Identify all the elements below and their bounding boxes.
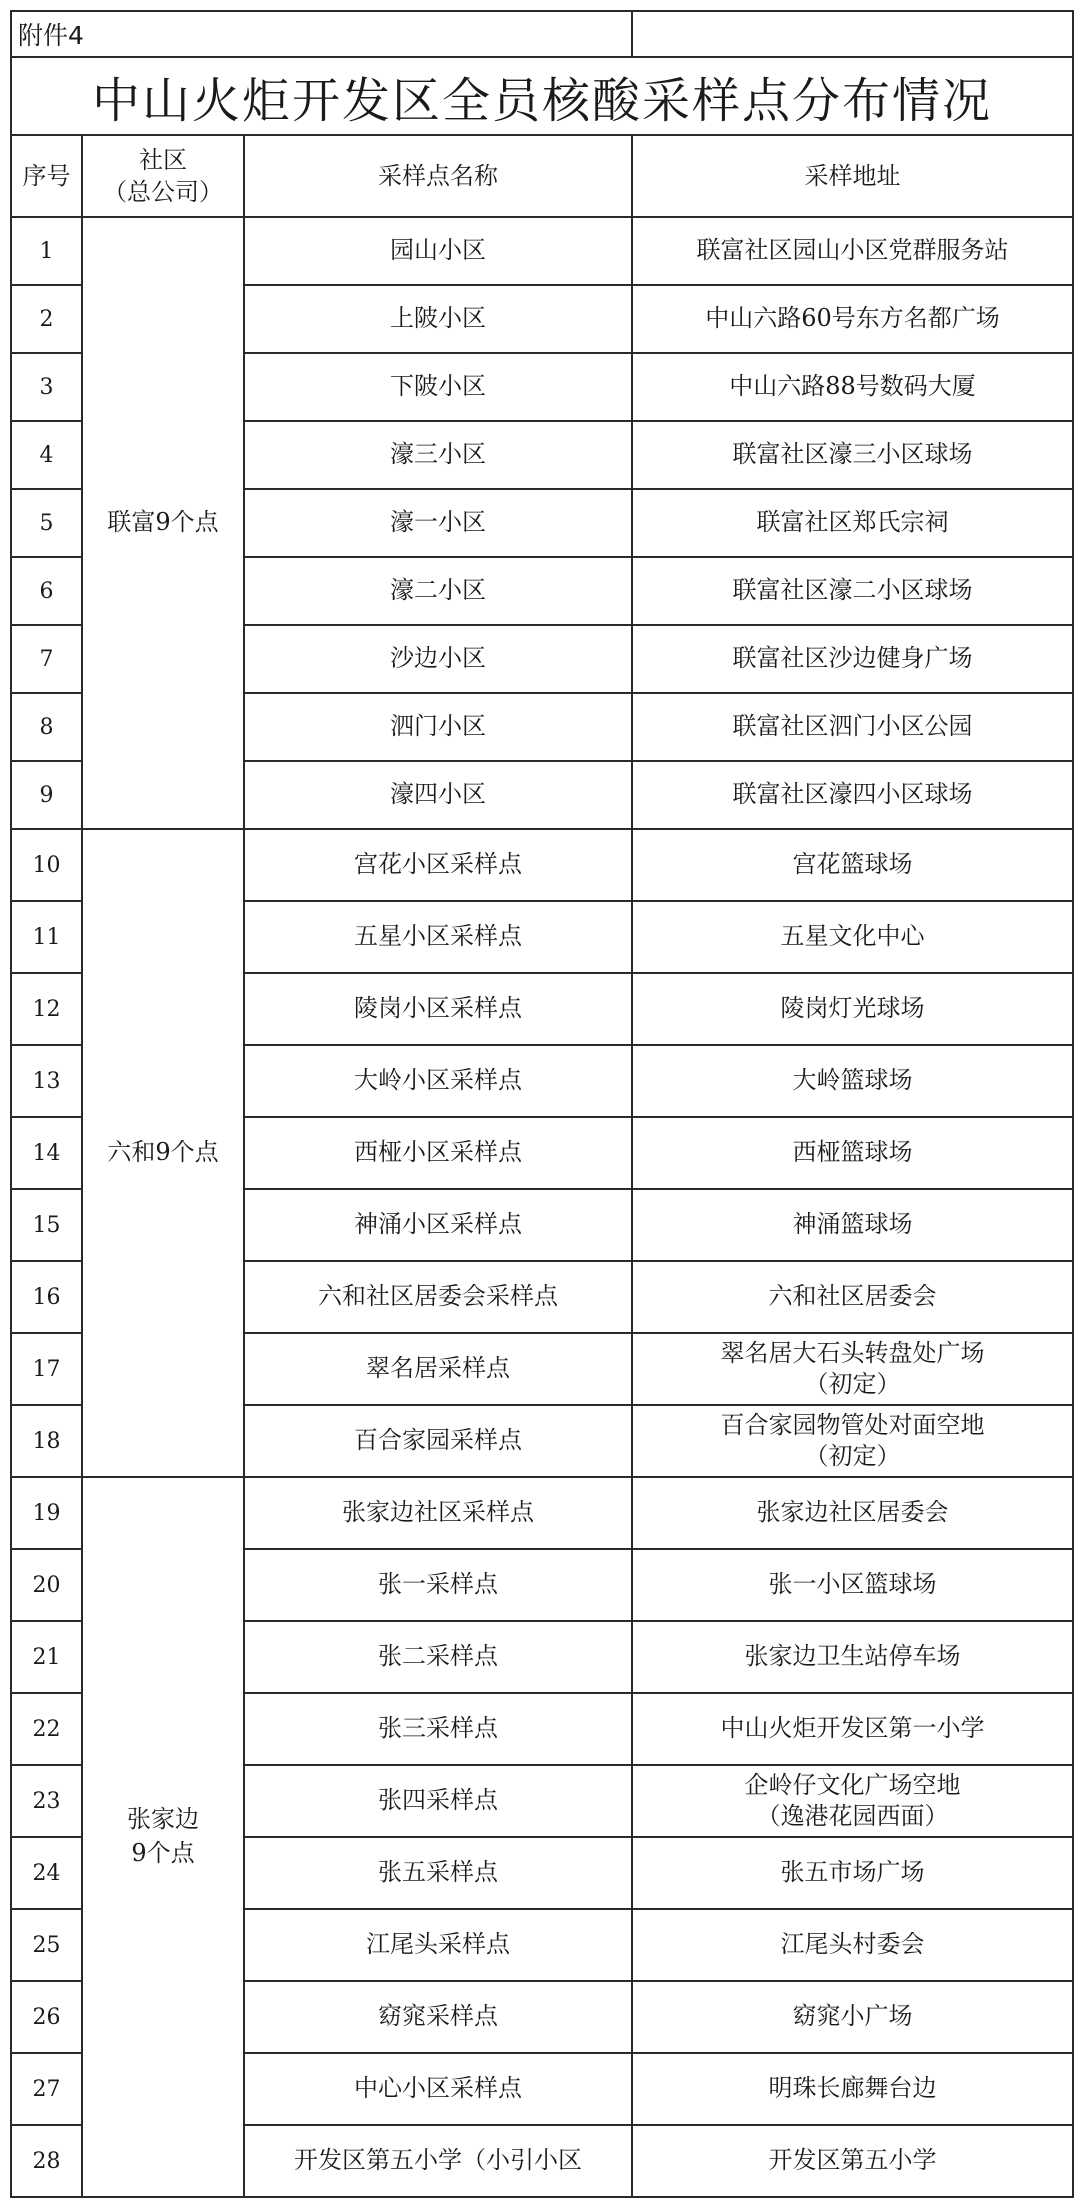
table-body — [11, 217, 1073, 2197]
site-name: 西桠小区采样点 — [244, 1117, 632, 1189]
community-label: 六和9个点 — [107, 1138, 219, 1167]
annex-row — [11, 11, 1073, 57]
row-number: 10 — [11, 829, 82, 901]
site-address — [632, 1261, 1073, 1333]
site-address — [632, 1837, 1073, 1909]
site-name: 濠三小区 — [244, 421, 632, 489]
community-cell — [82, 217, 244, 829]
site-address — [632, 1477, 1073, 1549]
row-number: 2 — [11, 285, 82, 353]
site-name: 百合家园采样点 — [244, 1405, 632, 1477]
site-address-line1: 联富社区濠三小区球场 — [732, 440, 973, 469]
site-name: 江尾头采样点 — [244, 1909, 632, 1981]
site-address-line1: 张五市场广场 — [780, 1858, 925, 1887]
site-address-line1: 窈窕小广场 — [792, 2002, 913, 2031]
row-number: 19 — [11, 1477, 82, 1549]
row-number: 7 — [11, 625, 82, 693]
header-site-address: 采样地址 — [632, 135, 1073, 217]
site-name: 张一采样点 — [244, 1549, 632, 1621]
site-name: 沙边小区 — [244, 625, 632, 693]
site-address-line2: （初定） — [804, 1370, 901, 1398]
row-number: 14 — [11, 1117, 82, 1189]
header-community-line1: 社区 — [139, 145, 187, 174]
site-address-line1: 陵岗灯光球场 — [780, 994, 925, 1023]
site-address-line1: 张家边卫生站停车场 — [744, 1642, 961, 1671]
site-name: 张四采样点 — [244, 1765, 632, 1837]
site-address-line1: 联富社区濠二小区球场 — [732, 576, 973, 605]
site-address — [632, 1765, 1073, 1837]
site-address — [632, 973, 1073, 1045]
row-number: 3 — [11, 353, 82, 421]
community-label: 联富9个点 — [107, 508, 219, 537]
site-address — [632, 353, 1073, 421]
site-address — [632, 1909, 1073, 1981]
site-address-line1: 六和社区居委会 — [768, 1282, 937, 1311]
site-address — [632, 557, 1073, 625]
row-number: 17 — [11, 1333, 82, 1405]
site-address-line1: 百合家园物管处对面空地 — [720, 1410, 985, 1439]
site-address-line1: 张一小区篮球场 — [768, 1570, 937, 1599]
row-number: 5 — [11, 489, 82, 557]
row-number: 9 — [11, 761, 82, 829]
row-number: 4 — [11, 421, 82, 489]
site-address — [632, 761, 1073, 829]
site-address-line1: 中山六路60号东方名都广场 — [705, 304, 1000, 333]
site-address-line1: 五星文化中心 — [780, 922, 925, 951]
site-address — [632, 1549, 1073, 1621]
site-address-line1: 大岭篮球场 — [792, 1066, 913, 1095]
row-number: 18 — [11, 1405, 82, 1477]
table-row — [11, 1477, 1073, 1549]
row-number: 27 — [11, 2053, 82, 2125]
site-address — [632, 2053, 1073, 2125]
row-number: 16 — [11, 1261, 82, 1333]
community-cell — [82, 1477, 244, 2197]
row-number: 1 — [11, 217, 82, 285]
table-row — [11, 829, 1073, 901]
site-address — [632, 625, 1073, 693]
sampling-site-sheet — [10, 10, 1072, 2198]
site-name: 中心小区采样点 — [244, 2053, 632, 2125]
site-address-line1: 联富社区泗门小区公园 — [732, 712, 973, 741]
community-cell — [82, 829, 244, 1477]
site-name: 园山小区 — [244, 217, 632, 285]
site-name: 五星小区采样点 — [244, 901, 632, 973]
site-address — [632, 217, 1073, 285]
site-address — [632, 1693, 1073, 1765]
site-address-line1: 江尾头村委会 — [780, 1930, 925, 1959]
site-name: 张家边社区采样点 — [244, 1477, 632, 1549]
site-name: 濠二小区 — [244, 557, 632, 625]
site-name: 神涌小区采样点 — [244, 1189, 632, 1261]
site-address-line1: 西桠篮球场 — [792, 1138, 913, 1167]
site-address — [632, 285, 1073, 353]
row-number: 8 — [11, 693, 82, 761]
site-address-line1: 中山六路88号数码大厦 — [729, 372, 976, 401]
site-address — [632, 1117, 1073, 1189]
document-title: 中山火炬开发区全员核酸采样点分布情况 — [11, 57, 1073, 135]
site-address-line1: 联富社区沙边健身广场 — [732, 644, 973, 673]
site-address — [632, 829, 1073, 901]
row-number: 15 — [11, 1189, 82, 1261]
site-address — [632, 2125, 1073, 2197]
header-row — [11, 135, 1073, 217]
site-name: 泗门小区 — [244, 693, 632, 761]
community-label: 张家边 — [127, 1805, 199, 1834]
site-address-line1: 张家边社区居委会 — [756, 1498, 949, 1527]
site-name: 濠一小区 — [244, 489, 632, 557]
site-address — [632, 901, 1073, 973]
site-address — [632, 489, 1073, 557]
site-name: 窈窕采样点 — [244, 1981, 632, 2053]
header-site-name: 采样点名称 — [244, 135, 632, 217]
header-community — [82, 135, 244, 217]
site-address-line1: 翠名居大石头转盘处广场 — [720, 1338, 985, 1367]
row-number: 12 — [11, 973, 82, 1045]
site-address — [632, 1621, 1073, 1693]
row-number: 6 — [11, 557, 82, 625]
site-address-line2: （初定） — [804, 1442, 901, 1470]
community-label-line2: 9个点 — [131, 1839, 195, 1867]
site-name: 濠四小区 — [244, 761, 632, 829]
row-number: 11 — [11, 901, 82, 973]
row-number: 28 — [11, 2125, 82, 2197]
annex-empty-cell — [632, 11, 1073, 57]
site-address — [632, 1333, 1073, 1405]
site-address-line1: 开发区第五小学 — [768, 2146, 937, 2175]
site-address — [632, 1405, 1073, 1477]
site-name: 下陂小区 — [244, 353, 632, 421]
site-address-line1: 联富社区濠四小区球场 — [732, 780, 973, 809]
header-seq: 序号 — [11, 135, 82, 217]
site-address-line1: 宫花篮球场 — [792, 850, 913, 879]
site-address — [632, 1981, 1073, 2053]
header-community-line2: （总公司） — [103, 178, 223, 206]
site-address-line1: 联富社区园山小区党群服务站 — [696, 236, 1009, 265]
site-address-line1: 联富社区郑氏宗祠 — [756, 508, 949, 537]
site-name: 大岭小区采样点 — [244, 1045, 632, 1117]
site-name: 张五采样点 — [244, 1837, 632, 1909]
site-address-line1: 中山火炬开发区第一小学 — [720, 1714, 985, 1743]
row-number: 25 — [11, 1909, 82, 1981]
site-name: 张三采样点 — [244, 1693, 632, 1765]
site-name: 张二采样点 — [244, 1621, 632, 1693]
site-name: 开发区第五小学（小引小区 — [244, 2125, 632, 2197]
site-address-line2: （逸港花园西面） — [756, 1802, 949, 1830]
row-number: 24 — [11, 1837, 82, 1909]
site-address — [632, 693, 1073, 761]
site-address — [632, 1189, 1073, 1261]
site-name: 翠名居采样点 — [244, 1333, 632, 1405]
row-number: 20 — [11, 1549, 82, 1621]
site-name: 六和社区居委会采样点 — [244, 1261, 632, 1333]
site-address-line1: 明珠长廊舞台边 — [768, 2074, 937, 2103]
table-row — [11, 217, 1073, 285]
row-number: 26 — [11, 1981, 82, 2053]
row-number: 22 — [11, 1693, 82, 1765]
row-number: 21 — [11, 1621, 82, 1693]
row-number: 13 — [11, 1045, 82, 1117]
site-address-line1: 神涌篮球场 — [792, 1210, 913, 1239]
site-address — [632, 1045, 1073, 1117]
annex-label: 附件4 — [11, 11, 632, 57]
site-name: 宫花小区采样点 — [244, 829, 632, 901]
sampling-site-table — [10, 10, 1074, 2198]
site-address-line1: 企岭仔文化广场空地 — [744, 1770, 961, 1799]
site-address — [632, 421, 1073, 489]
title-row — [11, 57, 1073, 135]
row-number: 23 — [11, 1765, 82, 1837]
site-name: 上陂小区 — [244, 285, 632, 353]
site-name: 陵岗小区采样点 — [244, 973, 632, 1045]
